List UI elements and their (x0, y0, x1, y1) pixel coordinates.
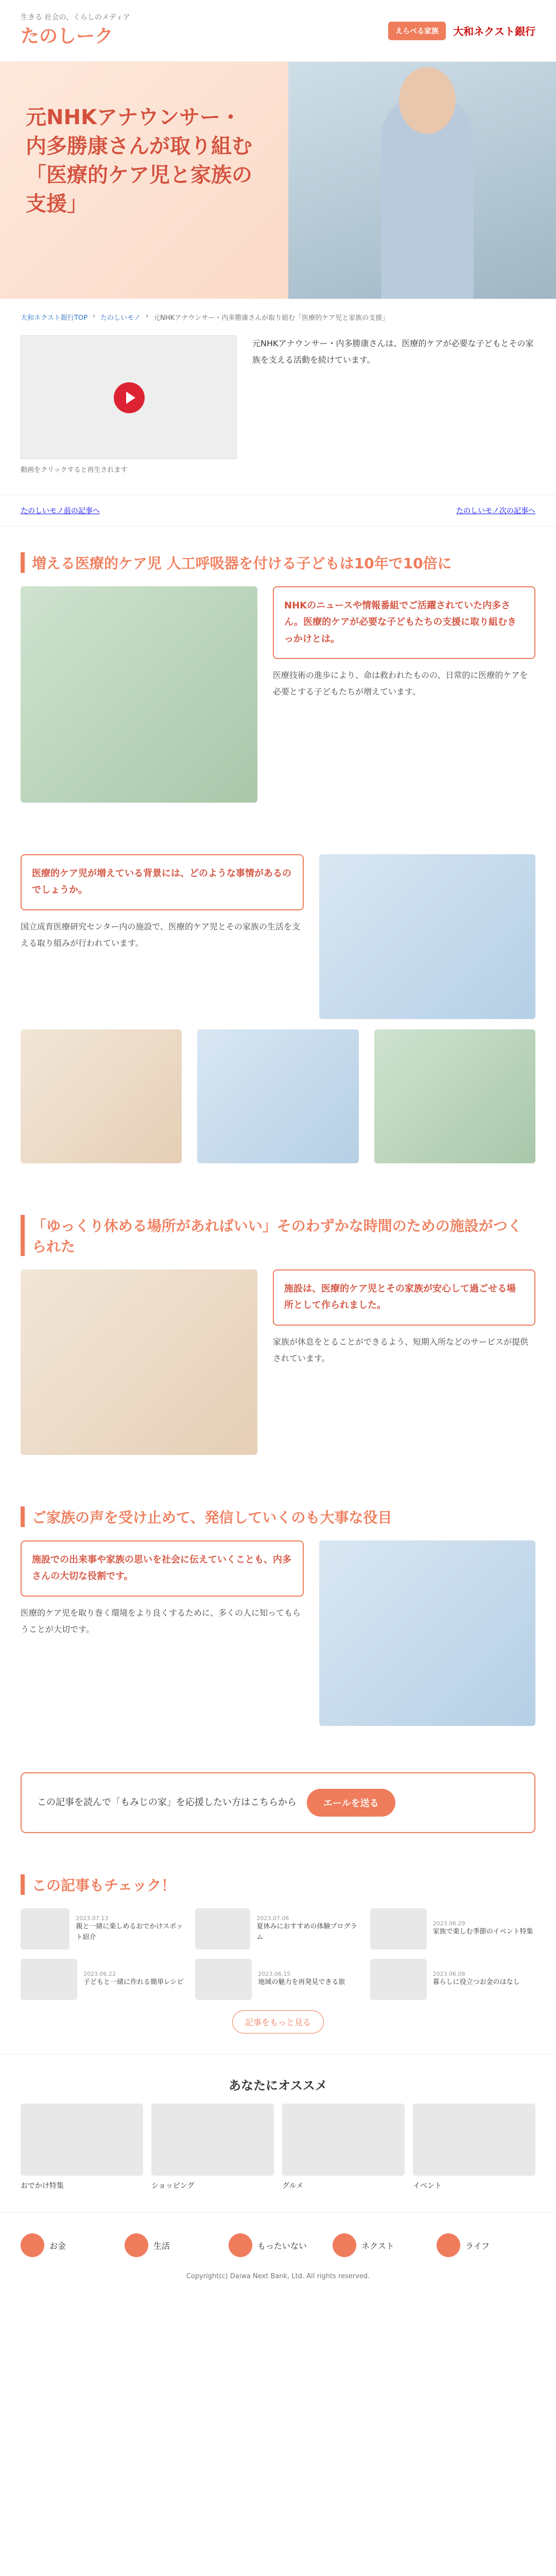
section-4-box: 施設での出来事や家族の思いを社会に伝えていくことも、内多さんの大切な役割です。 (21, 1540, 304, 1597)
footer-nav-label: ライフ (465, 2241, 490, 2251)
recommend-caption: ショッピング (151, 2182, 195, 2190)
recommend-item[interactable] (282, 2104, 405, 2192)
footer-nav-item[interactable] (437, 2233, 535, 2257)
recommend-thumb (151, 2104, 274, 2176)
related-date: 2023.07.13 (76, 1914, 109, 1922)
video-caption: 動画をクリックすると再生されます (21, 466, 128, 474)
related-thumb (21, 1908, 70, 1950)
footer-nav-label: 生活 (153, 2241, 170, 2251)
cta-text: この記事を読んで「もみじの家」を応援したい方はこちらから (37, 1797, 297, 1808)
related-card[interactable] (195, 1908, 360, 1950)
section-4 (0, 1481, 556, 1752)
footer-nav (21, 2233, 535, 2257)
hero-banner (0, 62, 556, 299)
section-2-photo-3 (197, 1029, 358, 1163)
section-1-box: NHKのニュースや情報番組でご活躍されていた内多さん。医療的ケアが必要な子どもたちの支援に取り組むきっかけとは。 (273, 586, 535, 659)
hero-title-line1: 元NHKアナウンサー・ (26, 106, 241, 129)
breadcrumb-item-home[interactable]: 大和ネクスト銀行TOP (21, 314, 88, 322)
recommend-caption: イベント (413, 2182, 442, 2190)
section-3-box: 施設は、医療的ケア児とその家族が安心して過ごせる場所として作られました。 (273, 1269, 535, 1326)
breadcrumb-sep: › (92, 312, 96, 320)
family-pill[interactable]: えらべる家族 (388, 22, 446, 40)
related-date: 2023.06.22 (83, 1971, 116, 1978)
recommend-caption: グルメ (282, 2182, 304, 2190)
footer-nav-item[interactable] (333, 2233, 431, 2257)
recommend-item[interactable] (413, 2104, 535, 2192)
section-3-paragraph: 家族が休息をとることができるよう、短期入所などのサービスが提供されています。 (273, 1336, 529, 1363)
intro-section (0, 335, 556, 495)
related-title: 暮らしに役立つお金のはなし (432, 1978, 520, 1987)
section-1 (0, 527, 556, 828)
recommend-grid (21, 2104, 535, 2192)
related-card[interactable] (195, 1959, 360, 2000)
related-card[interactable] (21, 1908, 186, 1950)
related-title: 子どもと一緒に作れる簡単レシピ (83, 1978, 184, 1987)
section-3 (0, 1189, 556, 1481)
logo-subtitle: 生きる 社会の、くらしのメディア (21, 13, 130, 22)
header-right (388, 22, 535, 40)
related-heading: この記事もチェック！ (21, 1874, 535, 1895)
related-card[interactable] (21, 1959, 186, 2000)
related-title: 家族で楽しむ季節のイベント特集 (432, 1928, 533, 1936)
breadcrumb-item-current: 元NHKアナウンサー・内多勝康さんが取り組む「医療的ケア児と家族の支援」 (153, 314, 389, 322)
recommend-caption: おでかけ特集 (21, 2182, 64, 2190)
breadcrumb (0, 299, 556, 335)
section-1-heading: 増える医療的ケア児 人工呼吸器を付ける子どもは10年で10倍に (21, 552, 535, 573)
recommend-section (0, 2054, 556, 2212)
footer-icon (437, 2233, 460, 2257)
footer-icon (229, 2233, 252, 2257)
copyright: Copyright(c) Daiwa Next Bank, Ltd. All rights reserved. (186, 2273, 370, 2280)
more-articles-button[interactable]: 記事をもっと見る (232, 2010, 324, 2033)
footer-nav-label: ネクスト (361, 2241, 394, 2251)
hero-title-line2: 内多勝康さんが取り組む (26, 134, 252, 158)
breadcrumb-item-category[interactable]: たのしいモノ (100, 314, 141, 322)
site-logo[interactable] (21, 13, 130, 48)
footer-nav-item[interactable] (229, 2233, 327, 2257)
recommend-thumb (21, 2104, 143, 2176)
send-yell-button[interactable]: エールを送る (307, 1789, 395, 1817)
recommend-item[interactable] (21, 2104, 143, 2192)
article-subnav (0, 495, 556, 527)
video-player[interactable] (21, 335, 237, 459)
footer-icon (125, 2233, 148, 2257)
related-title: 親と一緒に楽しめるおでかけスポット紹介 (76, 1922, 183, 1941)
section-2-box: 医療的ケア児が増えている背景には、どのような事情があるのでしょうか。 (21, 854, 304, 910)
footer (0, 2212, 556, 2301)
recommend-thumb (413, 2104, 535, 2176)
section-2-paragraph: 国立成育医療研究センター内の施設で、医療的ケア児とその家族の生活を支える取り組みが行われています。 (21, 921, 301, 948)
intro-text: 元NHKアナウンサー・内多勝康さんは、医療的ケアが必要な子どもとその家族を支える活動を続けています。 (252, 338, 534, 365)
hero-title-box (26, 103, 263, 218)
footer-icon (21, 2233, 44, 2257)
related-title: 夏休みにおすすめの体験プログラム (256, 1922, 357, 1941)
related-thumb (21, 1959, 77, 2000)
related-thumb (195, 1959, 252, 2000)
recommend-thumb (282, 2104, 405, 2176)
recommend-item[interactable] (151, 2104, 274, 2192)
bank-logo[interactable]: 大和ネクスト銀行 (453, 25, 535, 38)
section-4-paragraph: 医療的ケア児を取り巻く環境をより良くするために、多くの人に知ってもらうことが大切です。 (21, 1607, 301, 1634)
related-articles (0, 1854, 556, 2054)
next-article-link[interactable]: たのしいモノ次の記事へ (456, 507, 535, 515)
footer-nav-item[interactable] (21, 2233, 119, 2257)
section-4-photo (319, 1540, 535, 1726)
top-header (0, 0, 556, 62)
footer-nav-item[interactable] (125, 2233, 223, 2257)
hero-title-line3: 「医療的ケア児と家族の支援」 (26, 163, 252, 216)
section-2-photo-2 (21, 1029, 182, 1163)
section-2 (0, 828, 556, 1189)
logo-main-text: たのしーク (21, 26, 114, 47)
related-title: 地域の魅力を再発見できる旅 (258, 1978, 345, 1987)
related-thumb (370, 1959, 427, 2000)
section-4-heading: ご家族の声を受け止めて、発信していくのも大事な役目 (21, 1506, 535, 1527)
section-1-photo (21, 586, 257, 803)
footer-icon (333, 2233, 356, 2257)
breadcrumb-sep: › (145, 312, 149, 320)
play-icon[interactable] (114, 382, 145, 413)
related-date: 2023.06.29 (432, 1920, 465, 1927)
related-cards (21, 1908, 535, 2000)
related-card[interactable] (370, 1908, 535, 1950)
section-1-paragraph: 医療技術の進歩により、命は救われたものの、日常的に医療的ケアを必要とする子どもたちが増えています。 (273, 670, 528, 697)
hero-person-face (399, 67, 456, 134)
related-card[interactable] (370, 1959, 535, 2000)
support-cta (21, 1772, 535, 1833)
section-2-photo-4 (374, 1029, 535, 1163)
related-date: 2023.07.06 (256, 1914, 289, 1922)
footer-nav-label: お金 (49, 2241, 66, 2251)
related-date: 2023.06.15 (258, 1971, 291, 1978)
related-thumb (195, 1908, 250, 1950)
section-3-photo (21, 1269, 257, 1455)
related-thumb (370, 1908, 427, 1950)
prev-article-link[interactable]: たのしいモノ前の記事へ (21, 507, 100, 515)
section-3-heading: 「ゆっくり休める場所があればいい」そのわずかな時間のための施設がつくられた (21, 1215, 535, 1256)
footer-nav-label: もったいない (257, 2241, 307, 2251)
hero-title (26, 103, 263, 218)
section-2-photo (319, 854, 535, 1019)
hero-photo (288, 62, 556, 299)
recommend-heading: あなたにオススメ (229, 2078, 327, 2093)
related-date: 2023.06.08 (432, 1971, 465, 1978)
